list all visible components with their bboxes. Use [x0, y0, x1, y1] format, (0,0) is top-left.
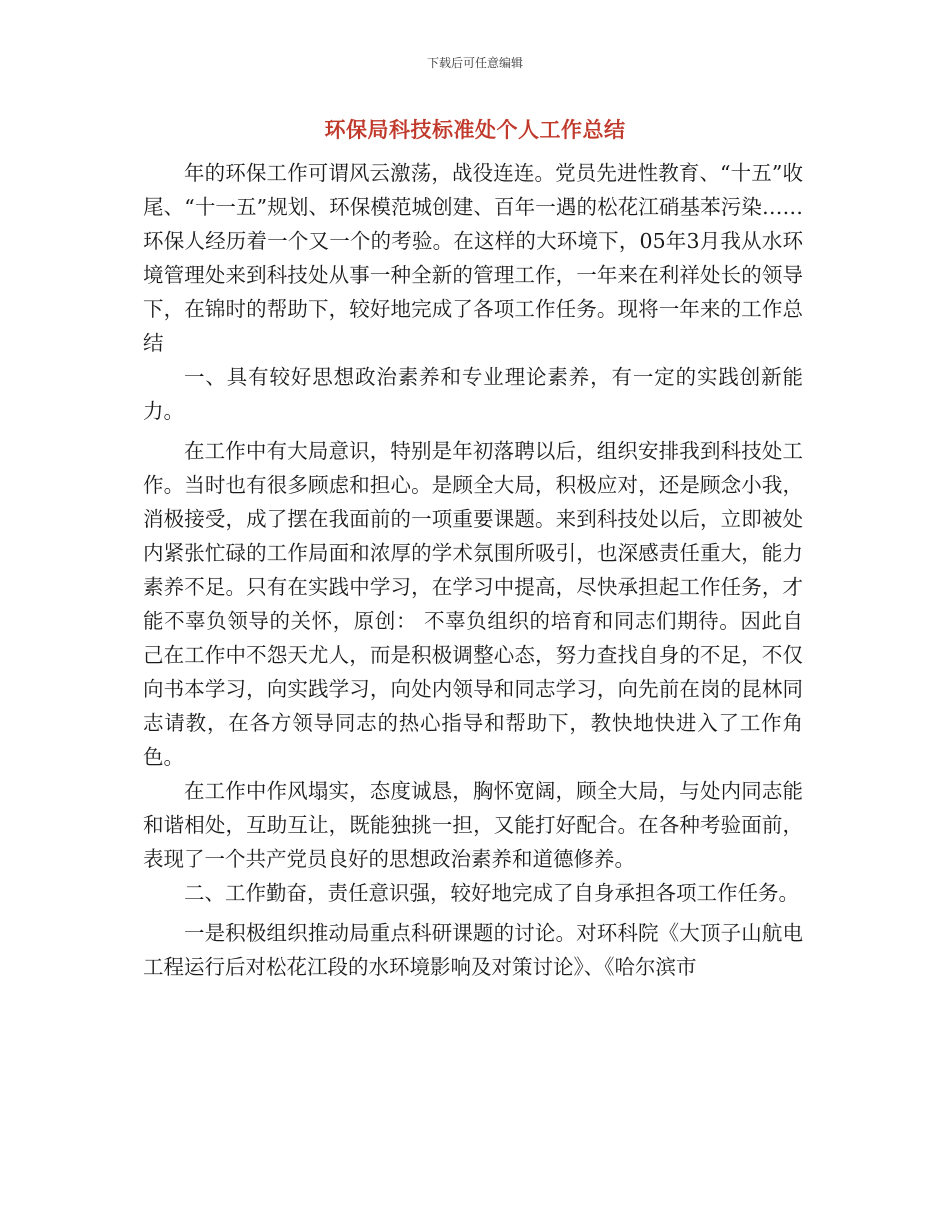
header-note: 下载后可任意编辑: [426, 56, 523, 70]
document-body: [143, 156, 803, 984]
paragraph-intro: 年的环保工作可谓风云激荡，战役连连。党员先进性教育、“十五”收尾、“十一五”规划、环保模范城创建、百年一遇的松花江硝基苯污染……环保人经历着一个又一个的考验。在这样的大环境下，05年3月我从水环境管理处来到科技处从事一种全新的管理工作，一年来在利祥处长的领导下，在锦时的帮助下，较好地完成了各项工作任务。现将一年来的工作总结: [143, 161, 803, 355]
paragraph-section-2-heading: 二、工作勤奋，责任意识强，较好地完成了自身承担各项工作任务。: [184, 881, 799, 905]
paragraph-section-1-body: 在工作中有大局意识，特别是年初落聘以后，组织安排我到科技处工作。当时也有很多顾虑和担心。是顾全大局，积极应对，还是顾念小我，消极接受，成了摆在我面前的一项重要课题。来到科技处以后，立即被处内紧张忙碌的工作局面和浓厚的学术氛围所吸引，也深感责任重大，能力素养不足。只有在实践中学习，在学习中提高，尽快承担起工作任务，才能不辜负领导的关怀，原创： 不辜负组织的培育和同志们期待。因此自己在工作中不怨天尤人，而是积极调整心态，努力查找自身的不足，不仅向书本学习，向实践学习，向处内领导和同志学习，向先前在岗的昆林同志请教，在各方领导同志的热心指导和帮助下，教快地快进入了工作角色。: [143, 439, 803, 769]
document-title: 环保局科技标准处个人工作总结: [324, 118, 626, 142]
paragraph-section-2-item-1: 一是积极组织推动局重点科研课题的讨论。对环科院《大顶子山航电工程运行后对松花江段的水环境影响及对策讨论》、《哈尔滨市: [143, 921, 803, 979]
paragraph-section-1-conduct: 在工作中作风塌实，态度诚恳，胸怀宽阔，顾全大局，与处内同志能和谐相处，互助互让，既能独挑一担，又能打好配合。在各种考验面前，表现了一个共产党员良好的思想政治素养和道德修养。: [143, 779, 803, 871]
paragraph-section-1-heading: 一、具有较好思想政治素养和专业理论素养，有一定的实践创新能力。: [143, 365, 803, 423]
